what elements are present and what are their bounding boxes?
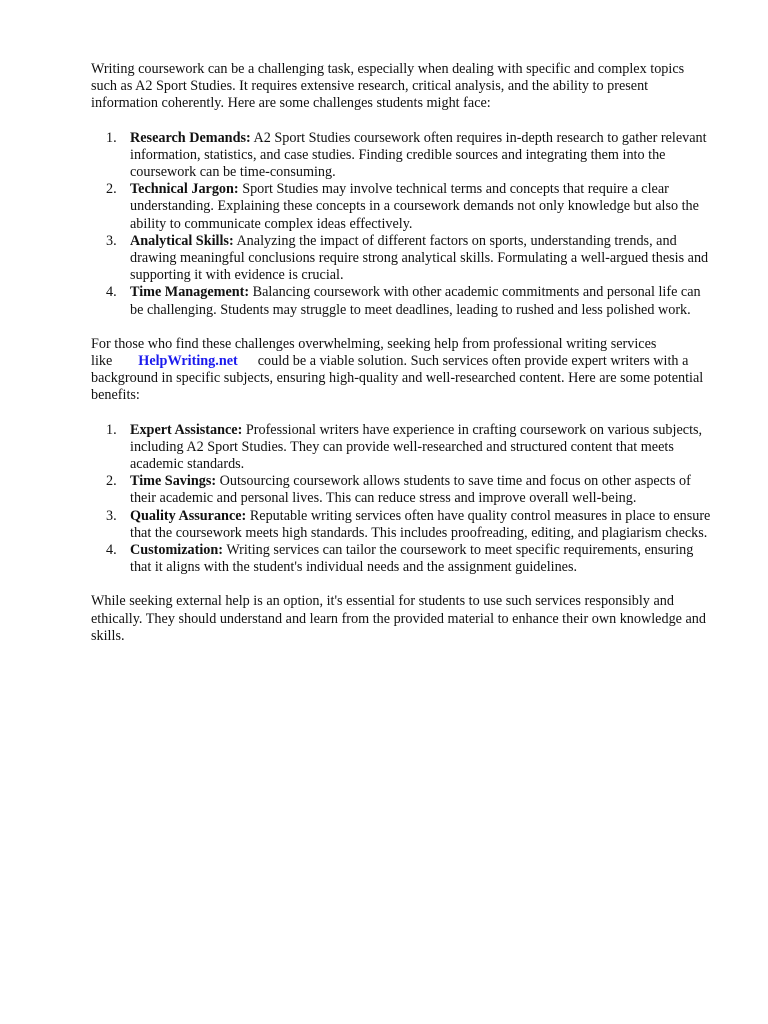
list-text: Writing services can tailor the coursework to meet specific requirements, ensuring that it aligns with the student's individual needs and the assignment guidelines. — [130, 542, 694, 576]
list-term: Quality Assurance: — [130, 507, 247, 524]
help-text-before-link: For those who find these challenges overwhelming, seeking help from professional writing services like — [91, 335, 657, 370]
document-page — [91, 61, 713, 645]
list-item-time-management — [91, 284, 713, 318]
list-text: Analyzing the impact of different factors on sports, understanding trends, and drawing meaningful conclusions require strong analytical skills. Formulating a well-argued thesis and supporting it with evidence is crucial. — [130, 232, 709, 284]
helpwriting-link[interactable]: HelpWriting.net — [138, 353, 238, 370]
list-number: 4. — [106, 284, 117, 301]
intro-paragraph: Writing coursework can be a challenging task, especially when dealing with specific and complex topics such as A2 Sport Studies. It requires extensive research, critical analysis, and the ability to present information coherently. Here are some challenges students might face: — [91, 61, 685, 112]
list-item-technical-jargon — [91, 181, 713, 233]
list-text: Sport Studies may involve technical terms and concepts that require a clear understanding. Explaining these concepts in a coursework demands not only knowledge but also the ability to communicate complex ideas effectively. — [130, 181, 699, 232]
list-text: Balancing coursework with other academic commitments and personal life can be challenging. Students may struggle to meet deadlines, leading to rushed and less polished work. — [130, 284, 701, 318]
list-item-quality-assurance — [91, 508, 713, 542]
list-term: Technical Jargon: — [130, 181, 239, 198]
list-term: Time Savings: — [130, 473, 217, 490]
list-number: 1. — [106, 421, 117, 438]
list-number: 3. — [106, 232, 117, 249]
list-text: Outsourcing coursework allows students to save time and focus on other aspects of their academic and personal lives. This can reduce stress and improve overall well-being. — [130, 473, 691, 507]
help-paragraph — [91, 336, 713, 405]
list-number: 4. — [106, 542, 117, 559]
list-term: Analytical Skills: — [130, 232, 234, 249]
list-item-expert-assistance — [91, 422, 713, 474]
list-number: 2. — [106, 181, 117, 198]
list-text: Reputable writing services often have quality control measures in place to ensure that the coursework meets high standards. This includes proofreading, editing, and plagiarism checks. — [130, 507, 711, 541]
list-number: 2. — [106, 473, 117, 490]
list-text: A2 Sport Studies coursework often requires in-depth research to gather relevant information, statistics, and case studies. Finding credible sources and integrating them into the coursework can be time-consuming. — [130, 129, 707, 181]
list-item-analytical-skills — [91, 233, 713, 285]
list-term: Time Management: — [130, 284, 250, 301]
list-item-customization — [91, 542, 713, 576]
list-number: 3. — [106, 507, 117, 524]
list-term: Expert Assistance: — [130, 421, 243, 438]
list-item-time-savings — [91, 473, 713, 507]
help-text-after-link: could be a viable solution. Such services often provide expert writers with a background in specific subjects, ensuring high-quality and well-researched content. Here are some potential benefits: — [91, 353, 704, 404]
conclusion-paragraph: While seeking external help is an option, it's essential for students to use such services responsibly and ethically. They should understand and learn from the provided material to enhance their own knowledge and skills. — [91, 593, 706, 644]
benefits-list — [91, 422, 713, 577]
challenges-list — [91, 130, 713, 319]
list-term: Customization: — [130, 542, 224, 559]
list-item-research-demands — [91, 130, 713, 182]
list-number: 1. — [106, 129, 117, 146]
list-term: Research Demands: — [130, 129, 251, 146]
list-text: Professional writers have experience in crafting coursework on various subjects, including A2 Sport Studies. They can provide well-researched and structured content that meets academic standards. — [130, 421, 703, 473]
